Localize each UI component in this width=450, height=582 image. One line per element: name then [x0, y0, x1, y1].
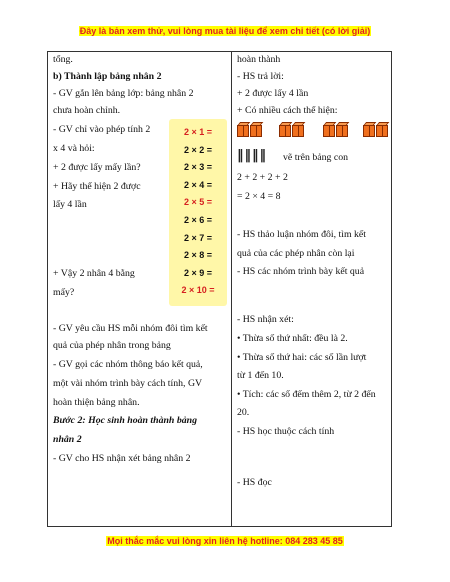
- multiplication-row: 2 × 10 =: [181, 285, 215, 296]
- tally-sticks-icon: ‖‖‖‖: [237, 148, 267, 163]
- text-line: • Tích: các số đếm thêm 2, từ 2 đến: [237, 389, 376, 400]
- text-line: - HS đọc: [237, 477, 272, 488]
- text-line: - HS nhận xét:: [237, 314, 294, 325]
- lesson-table: [47, 51, 392, 527]
- cube-icon: [323, 125, 335, 137]
- text-line: quả của phép nhân trong bảng: [53, 340, 171, 351]
- step-heading: nhân 2: [53, 434, 82, 445]
- cube-icon: [237, 125, 249, 137]
- text-line: 2 + 2 + 2 + 2: [237, 172, 288, 183]
- multiplication-row: 2 × 8 =: [183, 250, 213, 261]
- cube-icon: [292, 125, 304, 137]
- section-heading: b) Thành lập bảng nhân 2: [53, 71, 162, 82]
- text-line: + 2 được lấy 4 lần: [237, 88, 309, 99]
- text-line: • Thừa số thứ hai: các số lần lượt: [237, 352, 367, 363]
- multiplication-row: 2 × 5 =: [183, 197, 213, 208]
- text-line: tổng.: [53, 54, 73, 65]
- text-line: - GV yêu cầu HS mỗi nhóm đôi tìm kết: [53, 323, 208, 334]
- text-line: - HS thảo luận nhóm đôi, tìm kết: [237, 229, 366, 240]
- text-line: - HS học thuộc cách tính: [237, 426, 335, 437]
- text-line: mấy?: [53, 287, 75, 298]
- text-line: vẽ trên bảng con: [283, 152, 349, 163]
- footer-banner: Mọi thắc mắc vui lòng xin liên hệ hotline: 084 283 45 85: [107, 536, 343, 546]
- cube-icon: [376, 125, 388, 137]
- text-line: hoàn thiện bảng nhân.: [53, 397, 140, 408]
- cube-icon: [336, 125, 348, 137]
- text-line: quả của các phép nhân còn lại: [237, 248, 355, 259]
- text-line: - GV cho HS nhận xét bảng nhân 2: [53, 453, 191, 464]
- text-line: - HS các nhóm trình bày kết quả: [237, 266, 365, 277]
- text-line: + Hãy thể hiện 2 được: [53, 181, 141, 192]
- multiplication-row: 2 × 7 =: [183, 232, 213, 243]
- cube-icon: [363, 125, 375, 137]
- text-line: • Thừa số thứ nhất: đều là 2.: [237, 333, 348, 344]
- text-line: - GV chỉ vào phép tính 2: [53, 124, 151, 135]
- multiplication-row: 2 × 2 =: [183, 144, 213, 155]
- text-line: - HS trả lời:: [237, 71, 284, 82]
- text-line: x 4 và hỏi:: [53, 143, 95, 154]
- text-line: 20.: [237, 407, 250, 418]
- text-line: - GV gọi các nhóm thông báo kết quả,: [53, 359, 203, 370]
- text-line: chưa hoàn chỉnh.: [53, 105, 121, 116]
- multiplication-row: 2 × 3 =: [183, 162, 213, 173]
- multiplication-row: 2 × 6 =: [183, 215, 213, 225]
- column-divider: [231, 52, 232, 526]
- multiplication-row: 2 × 4 =: [183, 179, 213, 190]
- text-line: từ 1 đến 10.: [237, 370, 284, 381]
- text-line: - GV gắn lên bảng lớp: bảng nhân 2: [53, 88, 194, 99]
- text-line: + Có nhiều cách thể hiện:: [237, 105, 338, 116]
- cube-icon: [250, 125, 262, 137]
- text-line: = 2 × 4 = 8: [237, 191, 281, 202]
- text-line: lấy 4 lần: [53, 199, 87, 210]
- text-line: + Vậy 2 nhân 4 bằng: [53, 268, 135, 279]
- header-banner: Đây là bản xem thử, vui lòng mua tài liệu để xem chi tiết (có lời giải): [79, 26, 371, 36]
- multiplication-table-card: [169, 119, 227, 306]
- text-line: + 2 được lấy mấy lần?: [53, 162, 141, 173]
- cube-icon: [279, 125, 291, 137]
- text-line: một vài nhóm trình bày cách tính, GV: [53, 378, 203, 389]
- multiplication-row: 2 × 1 =: [183, 127, 213, 137]
- step-heading: Bước 2: Học sinh hoàn thành bảng: [53, 415, 197, 426]
- text-line: hoàn thành: [237, 54, 281, 65]
- multiplication-row: 2 × 9 =: [183, 267, 213, 278]
